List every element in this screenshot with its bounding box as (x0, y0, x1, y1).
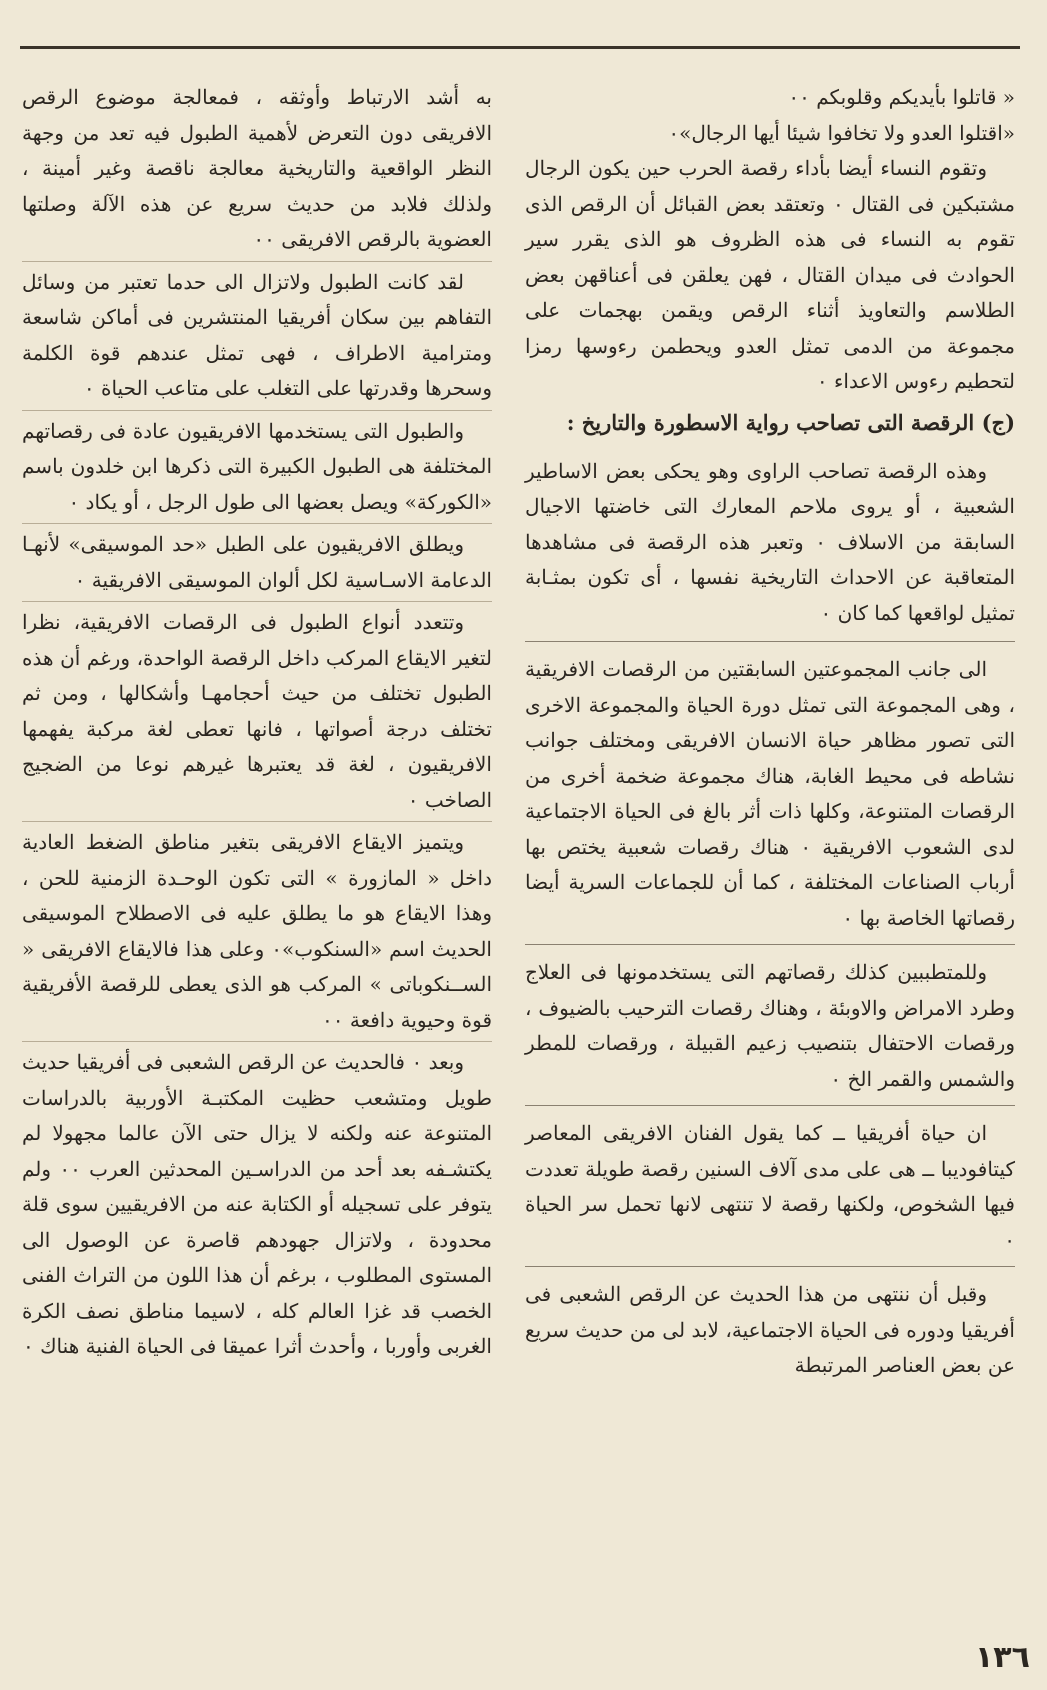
paragraph: ويتميز الايقاع الافريقى بتغير مناطق الضغط العادية داخل « المازورة » التى تكون الوحـدة الزمنية للحن ، وهذا الايقاع هو ما يطلق عليه فى الاصطلاح الموسيقى الحديث اسم «السنكوب»٠ وعلى هذا فالايقاع الافريقى « الســنكوباتى » المركب هو الذى يعطى للرقصة الأفريقية قوة وحيوية دافعة ٠٠ (22, 821, 492, 1038)
divider (525, 1105, 1015, 1106)
quote-line: « قاتلوا بأيديكم وقلوبكم ٠٠ (788, 85, 1015, 109)
divider (525, 944, 1015, 945)
left-column (22, 80, 492, 1368)
paragraph: وبعد ٠ فالحديث عن الرقص الشعبى فى أفريقيا حديث طويل ومتشعب حظيت المكتبـة الأوربية بالدراسات المتنوعة عنه ولكنه لا يزال حتى الآن عالما مجهولا لم يكتشـفه بعد أحد من الدراسـين المحدثين العرب ٠٠ ولم يتوفر على تسجيله أو الكتابة عنه من الافريقيين سوى قلة محدودة ، ولاتزال جهودهم قاصرة عن الوصول الى المستوى المطلوب ، برغم أن هذا اللون من التراث الفنى الخصب قد غزا العالم كله ، لاسيما مناطق نصف الكرة الغربى وأوربا ، وأحدث أثرا عميقا فى الحياة الفنية هناك ٠ (22, 1041, 492, 1365)
paragraph: الى جانب المجموعتين السابقتين من الرقصات الافريقية ، وهى المجموعة التى تمثل دورة الحياة والمجموعة الاخرى التى تصور مظاهر حياة الانسان الافريقى ومختلف جوانب نشاطه فى محيط الغابة، هناك مجموعة ضخمة أخرى من الرقصات المتنوعة، وكلها ذات أثر بالغ فى الحياة الاجتماعية لدى الشعوب الافريقية ٠ هناك رقصات شعبية يختص بها أرباب الصناعات المختلفة ، كما أن للجماعات السرية أيضا رقصاتها الخاصة بها ٠ (525, 657, 1015, 930)
paragraph: والطبول التى يستخدمها الافريقيون عادة فى رقصاتهم المختلفة هى الطبول الكبيرة التى ذكرها ابن خلدون باسم «الكوركة» ويصل بعضها الى طول الرجل ، أو يكاد ٠ (22, 410, 492, 521)
divider (525, 1266, 1015, 1267)
paragraph: ويطلق الافريقيون على الطبل «حد الموسيقى» لأنهـا الدعامة الاسـاسية لكل ألوان الموسيقى الافريقية ٠ (22, 523, 492, 598)
divider (525, 641, 1015, 642)
top-rule (20, 46, 1020, 49)
page-number: ١٣٦ (975, 1640, 1030, 1675)
quote-line: «اقتلوا العدو ولا تخافوا شيئا أيها الرجال»٠ (668, 120, 1015, 145)
paragraph: ان حياة أفريقيا ــ كما يقول الفنان الافريقى المعاصر كيتافوديبا ــ هى على مدى آلاف السنين رقصة طويلة تعددت فيها الشخوص، ولكنها رقصة لا تنتهى لانها تحمل سر الحياة ٠ (525, 1121, 1015, 1252)
paragraph: وتقوم النساء أيضا بأداء رقصة الحرب حين يكون الرجال مشتبكين فى القتال ٠ وتعتقد بعض القبائل أن الرقص الذى تقوم به النساء فى هذه الظروف هو الذى يقرر سير الحوادث فى ميدان القتال ، فهن يعلقن فى أعناقهن بعض الطلاسم والتعاويذ أثناء الرقص ويقمن بهجمات على مجموعة من الدمى تمثل العدو ويحطمن رءوسها رمزا لتحطيم رءوس الاعداء ٠ (525, 156, 1015, 393)
paragraph: وقبل أن ننتهى من هذا الحديث عن الرقص الشعبى فى أفريقيا ودوره فى الحياة الاجتماعية، لابد لى من حديث سريع عن بعض العناصر المرتبطة (525, 1282, 1015, 1377)
paragraph: وهذه الرقصة تصاحب الراوى وهو يحكى بعض الاساطير الشعبية ، أو يروى ملاحم المعارك التى خاضتها الاجيال السابقة من الاسلاف ٠ وتعبر هذه الرقصة فى مشاهدها المتعاقبة عن الاحداث التاريخية نفسها ، أى تكون بمثـابة تمثيل لواقعها كما كان ٠ (525, 458, 1016, 625)
paragraph: وتتعدد أنواع الطبول فى الرقصات الافريقية، نظرا لتغير الايقاع المركب داخل الرقصة الواحدة، ورغم أن هذه الطبول تختلف من حيث أحجامهـا وأشكالها ، ومن ثم تختلف درجة أصواتها ، فانها تعطى لغة مركبة يفهمها الافريقيون ، لغة قد يعتبرها غيرهم نوعا من الضجيج الصاخب ٠ (22, 601, 492, 818)
right-column (525, 80, 1015, 1387)
paragraph: لقد كانت الطبول ولاتزال الى حدما تعتبر من وسائل التفاهم بين سكان أفريقيا المنتشرين فى أماكن شاسعة ومترامية الاطراف ، فهى تمثل عندهم قوة الكلمة وسحرها وقدرتها على التغلب على متاعب الحياة ٠ (22, 261, 492, 407)
paragraph: به أشد الارتباط وأوثقه ، فمعالجة موضوع الرقص الافريقى دون التعرض لأهمية الطبول فيه تعد من وجهة النظر الواقعية والتاريخية معالجة ناقصة وغير أمينة ، ولذلك فلابد من حديث سريع عن هذه الآلة وصلتها العضوية بالرقص الافريقى ٠٠ (22, 85, 492, 251)
paragraph: وللمتطببين كذلك رقصاتهم التى يستخدمونها فى العلاج وطرد الامراض والاوبئة ، وهناك رقصات الترحيب بالضيوف ، ورقصات الاحتفال بتنصيب زعيم القبيلة ، ورقصات للمطر والشمس والقمر الخ ٠ (525, 960, 1015, 1091)
section-heading: (ج) الرقصة التى تصاحب رواية الاسطورة والتاريخ : (566, 409, 1015, 435)
